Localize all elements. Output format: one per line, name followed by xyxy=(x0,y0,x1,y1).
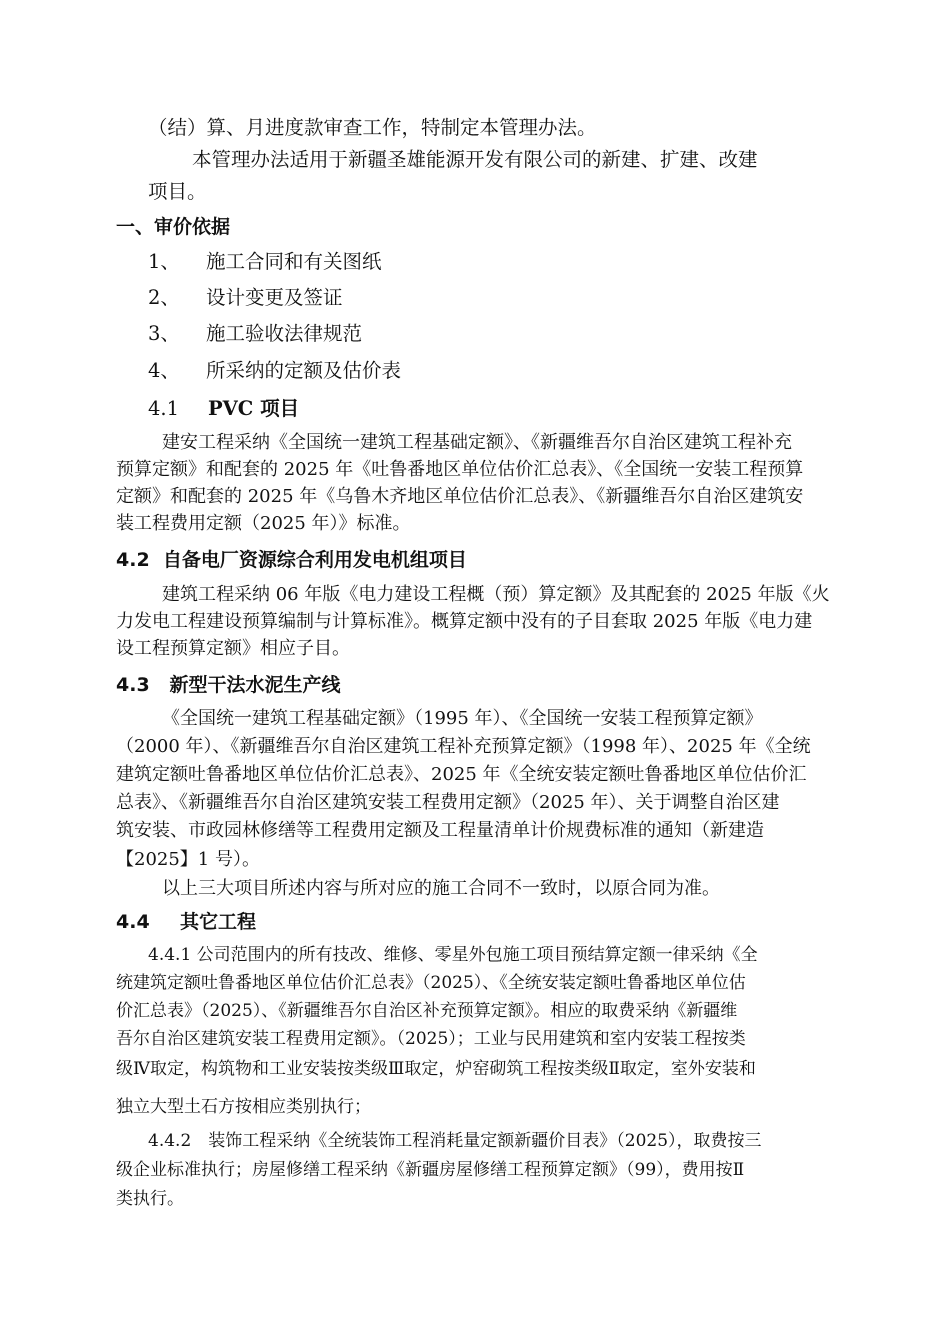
list-item xyxy=(148,322,362,346)
intro-line-1: （结）算、月进度款审查工作，特制定本管理办法。 xyxy=(148,116,597,139)
list-item xyxy=(148,250,382,274)
paragraph-line: 建安工程采纳《全国统一建筑工程基础定额》、《新疆维吾尔自治区建筑工程补充 xyxy=(162,432,792,453)
subsection-number: 4.2 xyxy=(116,549,150,571)
list-item-number: 1、 xyxy=(148,250,180,273)
paragraph-line: 以上三大项目所述内容与所对应的施工合同不一致时，以原合同为准。 xyxy=(162,878,720,899)
list-item-text: 设计变更及签证 xyxy=(206,286,343,309)
paragraph-line: 价汇总表》（2025）、《新疆维吾尔自治区补充预算定额》。相应的取费采纳《新疆维 xyxy=(116,1001,738,1021)
section-heading: 一、审价依据 xyxy=(116,216,231,238)
list-item xyxy=(148,286,343,310)
subsection-number: 4.3 xyxy=(116,674,150,696)
intro-line-3: 项目。 xyxy=(148,180,207,203)
subsection-title: 其它工程 xyxy=(180,911,257,933)
paragraph-line: 【2025】1 号）。 xyxy=(116,849,260,870)
list-item-text: 所采纳的定额及估价表 xyxy=(206,359,402,382)
paragraph-line: 类执行。 xyxy=(116,1189,184,1209)
paragraph-line: 吾尔自治区建筑安装工程费用定额》。（2025）；工业与民用建筑和室内安装工程按类 xyxy=(116,1029,746,1049)
subsection-heading-4-3 xyxy=(116,673,341,697)
list-item-text: 施工合同和有关图纸 xyxy=(206,250,382,273)
list-item-number: 4、 xyxy=(148,359,180,382)
list-item xyxy=(148,359,401,383)
list-item-text: 施工验收法律规范 xyxy=(206,322,363,345)
subsection-heading-4-4 xyxy=(116,910,256,934)
paragraph-line: 筑安装、市政园林修缮等工程费用定额及工程量清单计价规费标准的通知（新建造 xyxy=(116,820,764,841)
paragraph-line: 级企业标准执行；房屋修缮工程采纳《新疆房屋修缮工程预算定额》（99），费用按Ⅱ xyxy=(116,1160,745,1180)
paragraph-line: 预算定额》和配套的 2025 年《吐鲁番地区单位估价汇总表》、《全国统一安装工程预算 xyxy=(116,459,804,480)
paragraph-line: 建筑定额吐鲁番地区单位估价汇总表》、2025 年《全统安装定额吐鲁番地区单位估价汇 xyxy=(116,764,807,785)
paragraph-line: 《全国统一建筑工程基础定额》（1995 年）、《全国统一安装工程预算定额》 xyxy=(162,708,763,729)
paragraph-line: 总表》、《新疆维吾尔自治区建筑安装工程费用定额》（2025 年）、关于调整自治区建 xyxy=(116,792,780,813)
list-item-number: 2、 xyxy=(148,286,180,309)
subsection-heading-4-2 xyxy=(116,548,467,572)
subsection-title: 自备电厂资源综合利用发电机组项目 xyxy=(162,549,467,571)
paragraph-line: 装工程费用定额（2025 年）》标准。 xyxy=(116,513,411,534)
intro-line-2: 本管理办法适用于新疆圣雄能源开发有限公司的新建、扩建、改建 xyxy=(192,148,758,171)
subsection-heading-4-1 xyxy=(148,397,299,421)
paragraph-line: （2000 年）、《新疆维吾尔自治区建筑工程补充预算定额》（1998 年）、2025 年《全统 xyxy=(116,736,811,757)
paragraph-line: 级Ⅳ取定，构筑物和工业安装按类级Ⅲ取定，炉窑砌筑工程按类级Ⅱ取定，室外安装和 xyxy=(116,1059,756,1079)
paragraph-line: 4.4.2 装饰工程采纳《全统装饰工程消耗量定额新疆价目表》（2025），取费按三 xyxy=(148,1131,762,1151)
list-item-number: 3、 xyxy=(148,322,180,345)
paragraph-line: 建筑工程采纳 06 年版《电力建设工程概（预）算定额》及其配套的 2025 年版《火 xyxy=(162,584,830,605)
subsection-title: 新型干法水泥生产线 xyxy=(169,674,341,696)
paragraph-line: 力发电工程建设预算编制与计算标准》。概算定额中没有的子目套取 2025 年版《电力建 xyxy=(116,611,813,632)
subsection-title: PVC 项目 xyxy=(208,397,300,420)
paragraph-line: 独立大型土石方按相应类别执行； xyxy=(116,1097,371,1117)
paragraph-line: 4.4.1 公司范围内的所有技改、维修、零星外包施工项目预结算定额一律采纳《全 xyxy=(148,945,758,965)
subsection-number: 4.4 xyxy=(116,911,150,933)
paragraph-line: 定额》和配套的 2025 年《乌鲁木齐地区单位估价汇总表》、《新疆维吾尔自治区建筑安 xyxy=(116,486,804,507)
paragraph-line: 统建筑定额吐鲁番地区单位估价汇总表》（2025）、《全统安装定额吐鲁番地区单位估 xyxy=(116,973,746,993)
subsection-number: 4.1 xyxy=(148,397,180,420)
paragraph-line: 设工程预算定额》相应子目。 xyxy=(116,638,350,659)
